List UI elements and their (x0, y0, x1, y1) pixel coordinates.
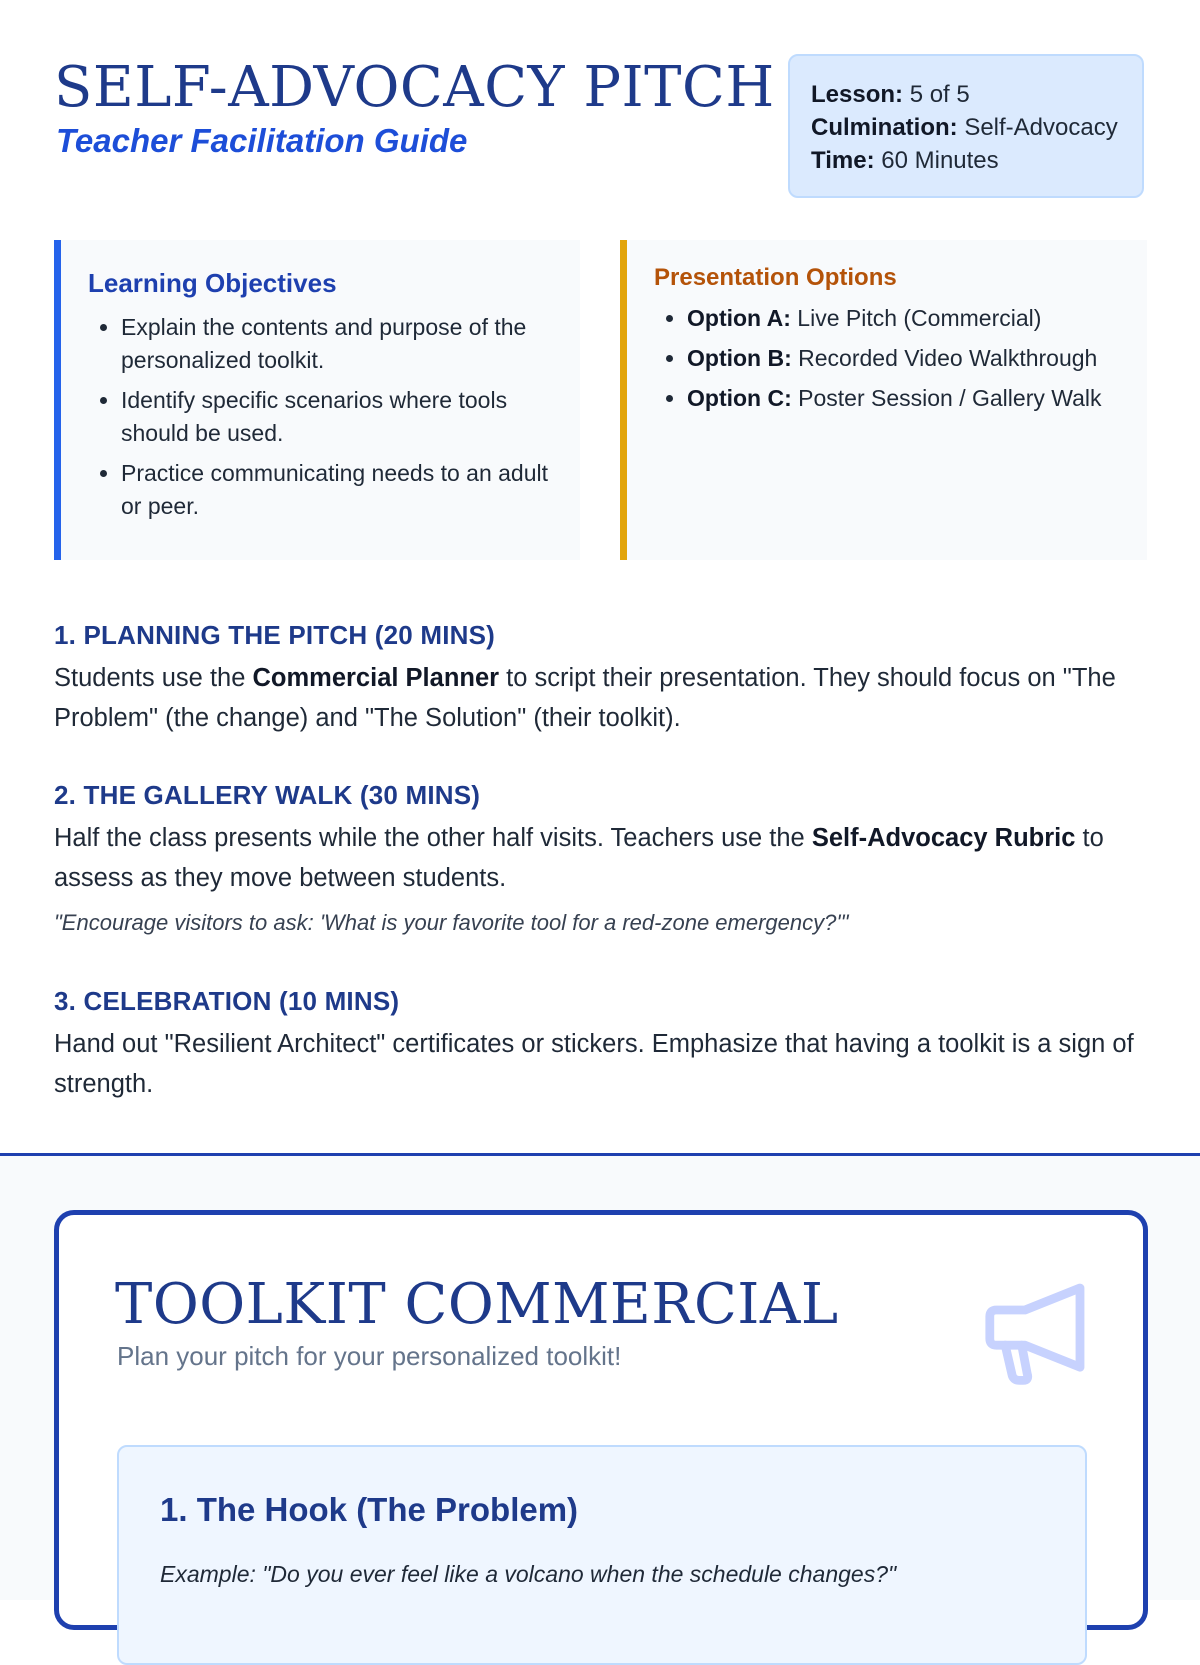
section-heading: 2. THE GALLERY WALK (30 MINS) (54, 780, 481, 810)
lesson-row (811, 78, 1142, 111)
options-list (654, 302, 1123, 415)
section-body (54, 658, 1154, 738)
body-text: to script their presentation. They should focus on "The Problem" (the change) and "The Solution" (their toolkit). (54, 664, 1116, 732)
section-celebration (54, 984, 1154, 1104)
lesson-info-box (788, 54, 1144, 198)
list-item (687, 342, 1123, 375)
body-bold: Commercial Planner (252, 664, 500, 692)
list-item: • Identify specific scenarios where tools should be used. (121, 384, 556, 450)
option-text: Recorded Video Walkthrough (798, 345, 1098, 371)
option-label: Option C: (687, 385, 792, 411)
lesson-value: 5 of 5 (909, 81, 970, 108)
section-heading: 3. CELEBRATION (10 MINS) (54, 986, 400, 1016)
facilitator-quote: "Encourage visitors to ask: 'What is your favorite tool for a red-zone emergency?'" (54, 910, 849, 935)
section-body: Hand out "Resilient Architect" certificates or stickers. Emphasize that having a toolkit is a sign of strength. (54, 1030, 1134, 1098)
option-text: Live Pitch (Commercial) (797, 305, 1042, 331)
hook-heading: 1. The Hook (The Problem) (160, 1491, 579, 1528)
megaphone-icon (981, 1277, 1091, 1387)
body-text: Half the class presents while the other half visits. Teachers use the (54, 824, 812, 852)
objectives-list (88, 311, 556, 523)
option-label: Option A: (687, 305, 791, 331)
time-value: 60 Minutes (881, 147, 999, 174)
culmination-row (811, 111, 1142, 144)
options-heading: Presentation Options (654, 264, 897, 291)
objectives-heading: Learning Objectives (88, 268, 337, 298)
presentation-options-card (620, 240, 1147, 560)
list-item (687, 302, 1123, 335)
hook-example: Example: "Do you ever feel like a volcano when the schedule changes?" (160, 1561, 897, 1587)
option-text: Poster Session / Gallery Walk (798, 385, 1102, 411)
body-text: Students use the (54, 664, 253, 692)
hook-section (117, 1445, 1087, 1665)
section-planning (54, 618, 1154, 738)
culmination-label: Culmination: (811, 114, 958, 141)
list-item (687, 382, 1123, 415)
time-row (811, 144, 1142, 177)
list-item: • Explain the contents and purpose of the personalized toolkit. (121, 311, 556, 377)
list-item: • Practice communicating needs to an adult or peer. (121, 457, 556, 523)
lesson-label: Lesson: (811, 81, 904, 108)
section-gallery-walk (54, 778, 1154, 938)
toolkit-commercial-planner (54, 1210, 1148, 1630)
body-text: to assess as they move between students. (54, 824, 1104, 892)
time-label: Time: (811, 147, 875, 174)
page-subtitle: Teacher Facilitation Guide (56, 122, 468, 159)
page-title: SELF-ADVOCACY PITCH (54, 55, 775, 120)
learning-objectives-card (54, 240, 580, 560)
planner-title: TOOLKIT COMMERCIAL (115, 1272, 839, 1337)
culmination-value: Self-Advocacy (964, 114, 1118, 141)
body-bold: Self-Advocacy Rubric (811, 824, 1076, 852)
option-label: Option B: (687, 345, 792, 371)
section-heading: 1. PLANNING THE PITCH (20 MINS) (54, 620, 496, 650)
section-body (54, 818, 1154, 898)
planner-subtitle: Plan your pitch for your personalized toolkit! (117, 1341, 622, 1371)
